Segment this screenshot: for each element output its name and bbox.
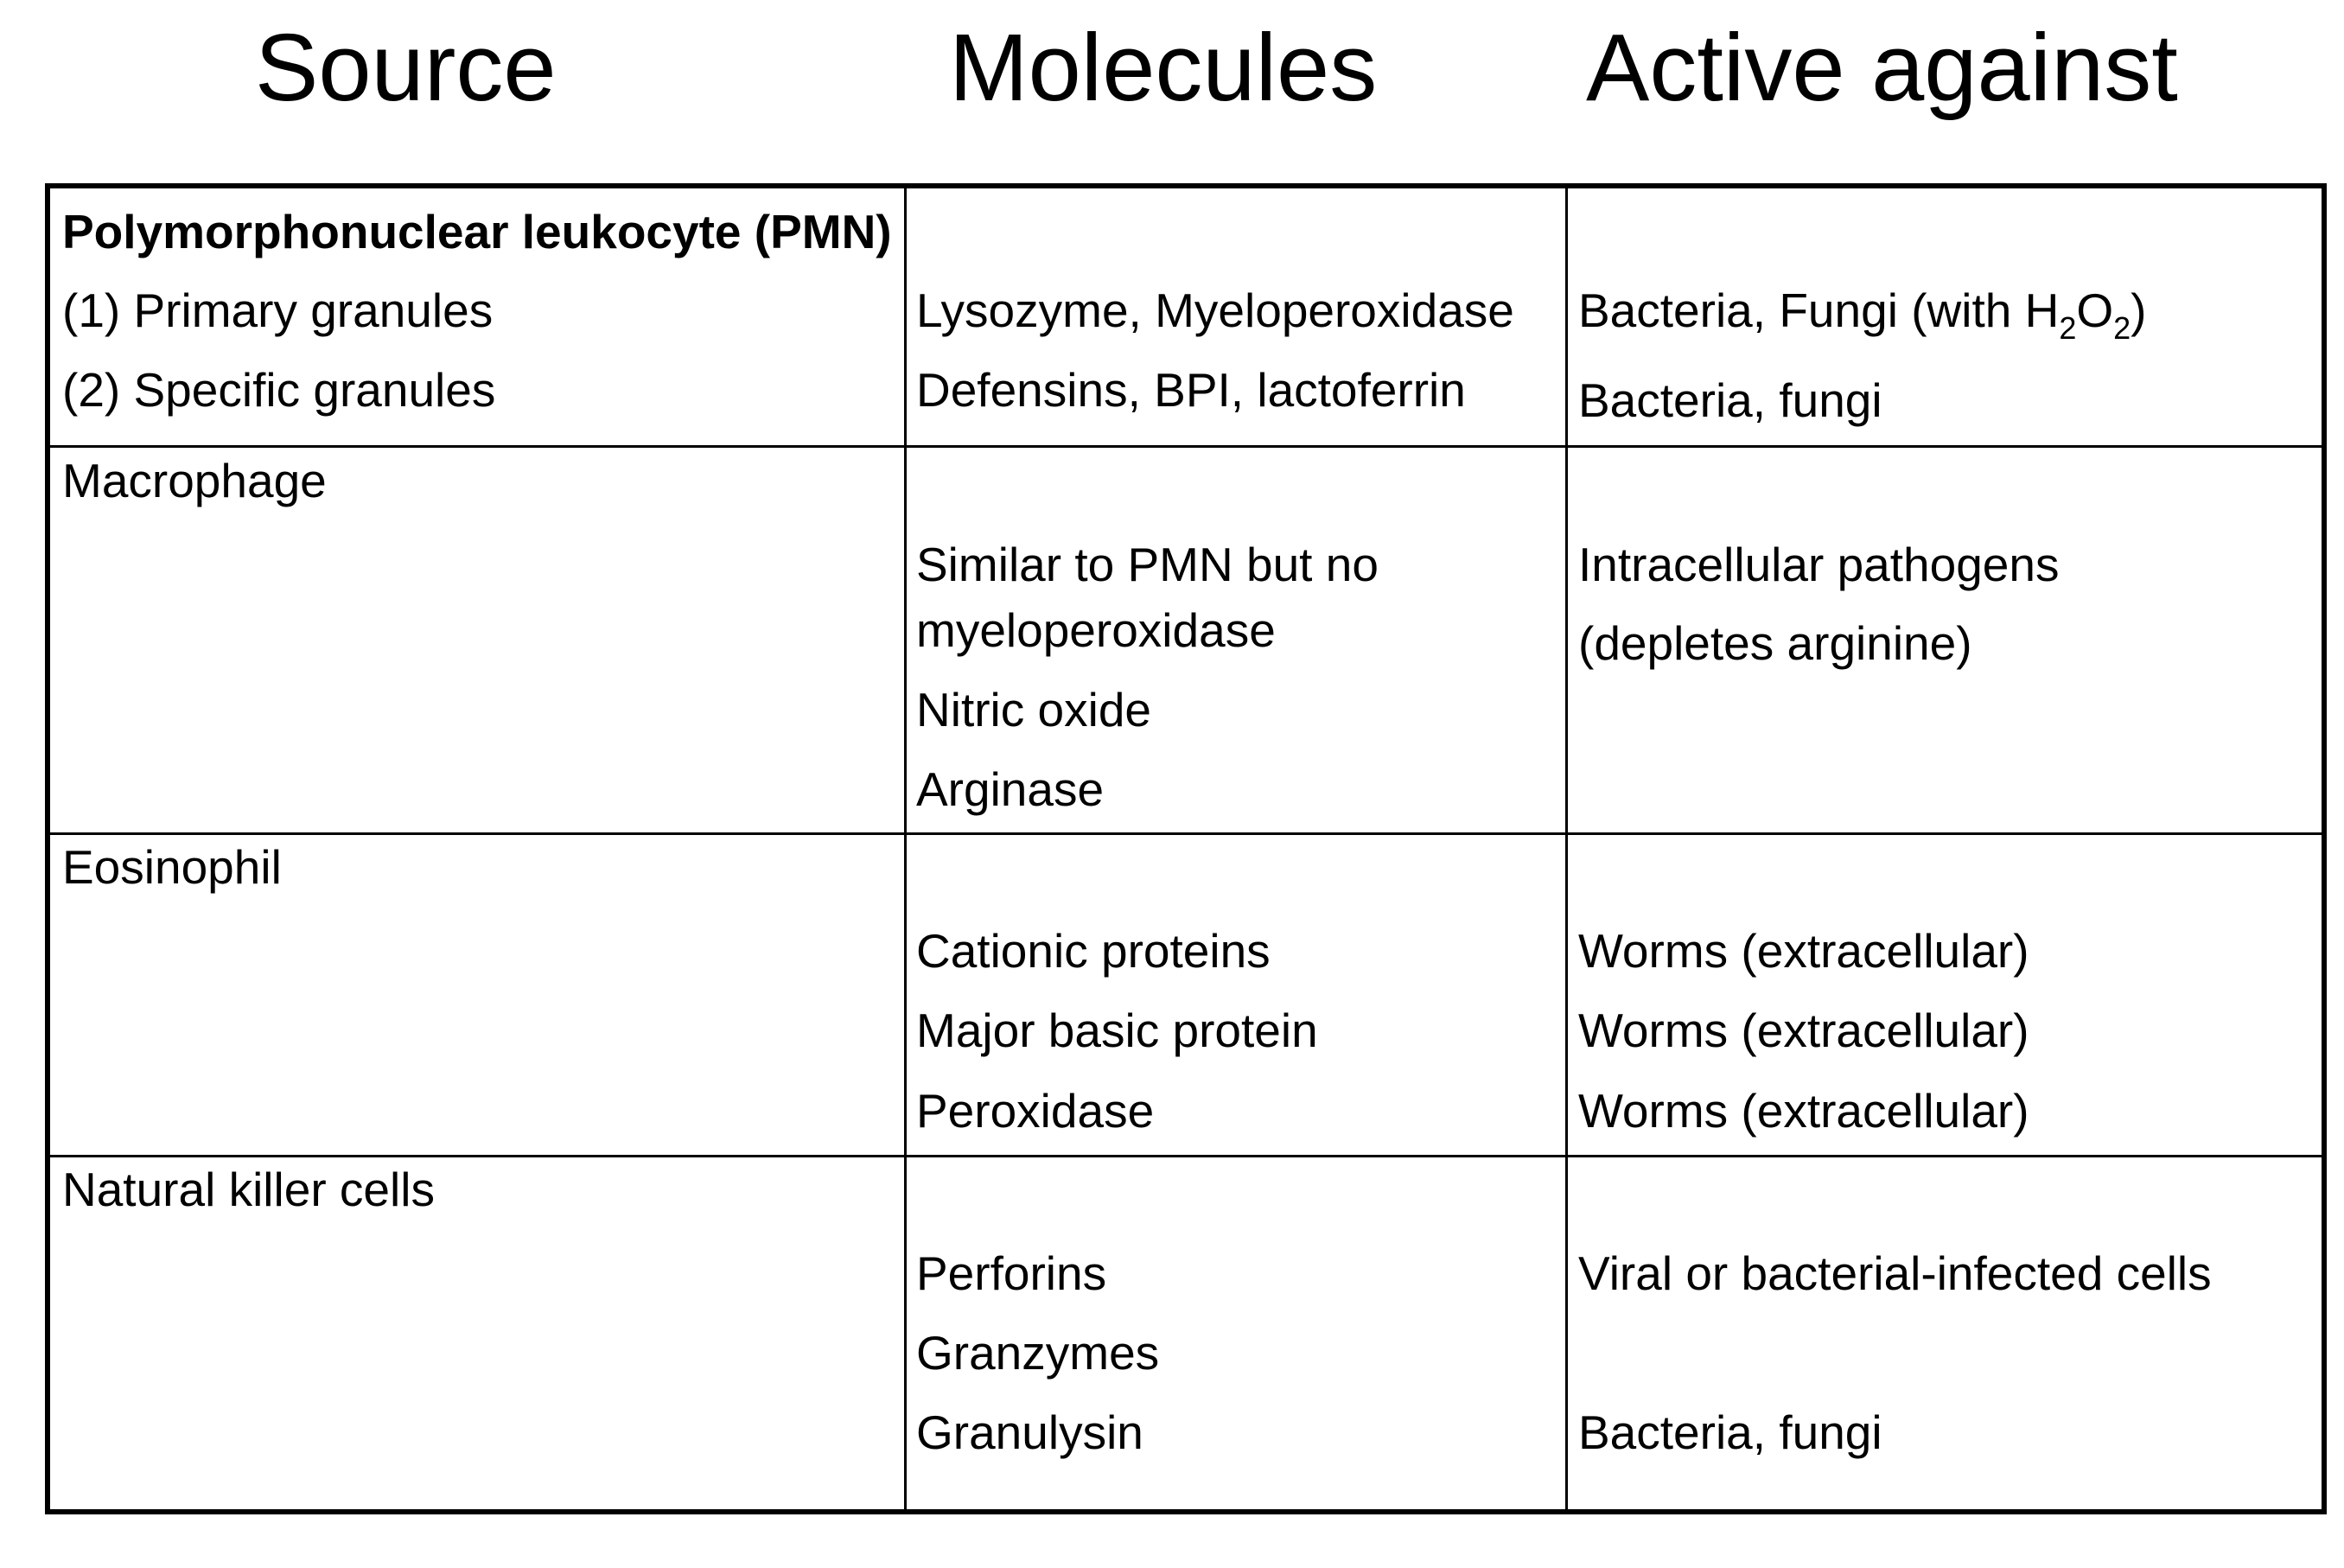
cell-molecules-macrophage: Similar to PMN but no xyxy=(916,538,1379,591)
cell-active-eosinophil: Worms (extracellular) xyxy=(1578,1084,2029,1138)
cell-source-nk-cells: Natural killer cells xyxy=(62,1163,435,1216)
cell-molecules-eosinophil: Peroxidase xyxy=(916,1084,1155,1138)
header-active-against: Active against xyxy=(1586,15,2178,121)
column-divider xyxy=(1565,188,1568,1509)
cell-source-eosinophil: Eosinophil xyxy=(62,840,282,894)
row-divider xyxy=(50,445,2322,448)
cell-molecules-pmn: Defensins, BPI, lactoferrin xyxy=(916,363,1466,417)
cell-molecules-macrophage: myeloperoxidase xyxy=(916,603,1276,657)
cell-active-nk: Bacteria, fungi xyxy=(1578,1405,1882,1459)
cell-molecules-nk: Granzymes xyxy=(916,1326,1160,1380)
cell-active-nk: Viral or bacterial-infected cells xyxy=(1578,1246,2212,1300)
cell-molecules-eosinophil: Major basic protein xyxy=(916,1004,1318,1057)
cell-molecules-pmn: Lysozyme, Myeloperoxidase xyxy=(916,284,1514,337)
cell-active-eosinophil: Worms (extracellular) xyxy=(1578,1004,2029,1057)
text-fragment: O xyxy=(2076,284,2114,337)
subscript: 2 xyxy=(2113,310,2131,346)
cell-source-pmn-item: (2) Specific granules xyxy=(62,363,496,417)
cell-molecules-nk: Perforins xyxy=(916,1246,1107,1300)
text-fragment: ) xyxy=(2131,284,2147,337)
row-divider xyxy=(50,1155,2322,1157)
cell-active-macrophage: (depletes arginine) xyxy=(1578,616,1972,670)
cell-molecules-macrophage: Arginase xyxy=(916,762,1105,816)
subscript: 2 xyxy=(2059,310,2077,346)
cell-active-pmn: Bacteria, fungi xyxy=(1578,373,1882,427)
cell-active-macrophage: Intracellular pathogens xyxy=(1578,538,2060,591)
header-molecules: Molecules xyxy=(949,15,1378,121)
cell-molecules-eosinophil: Cationic proteins xyxy=(916,924,1271,978)
cell-source-macrophage: Macrophage xyxy=(62,454,327,507)
cell-molecules-macrophage: Nitric oxide xyxy=(916,683,1152,736)
text-fragment: Bacteria, Fungi (with H xyxy=(1578,284,2060,337)
header-source: Source xyxy=(255,15,557,121)
defense-molecules-table xyxy=(45,183,2327,1514)
cell-source-pmn-title: Polymorphonuclear leukocyte (PMN) xyxy=(62,205,892,258)
cell-molecules-nk: Granulysin xyxy=(916,1405,1143,1459)
cell-active-eosinophil: Worms (extracellular) xyxy=(1578,924,2029,978)
row-divider xyxy=(50,832,2322,835)
column-divider xyxy=(904,188,907,1509)
cell-active-pmn-h2o2 xyxy=(1578,282,2147,346)
cell-source-pmn-item: (1) Primary granules xyxy=(62,284,494,337)
